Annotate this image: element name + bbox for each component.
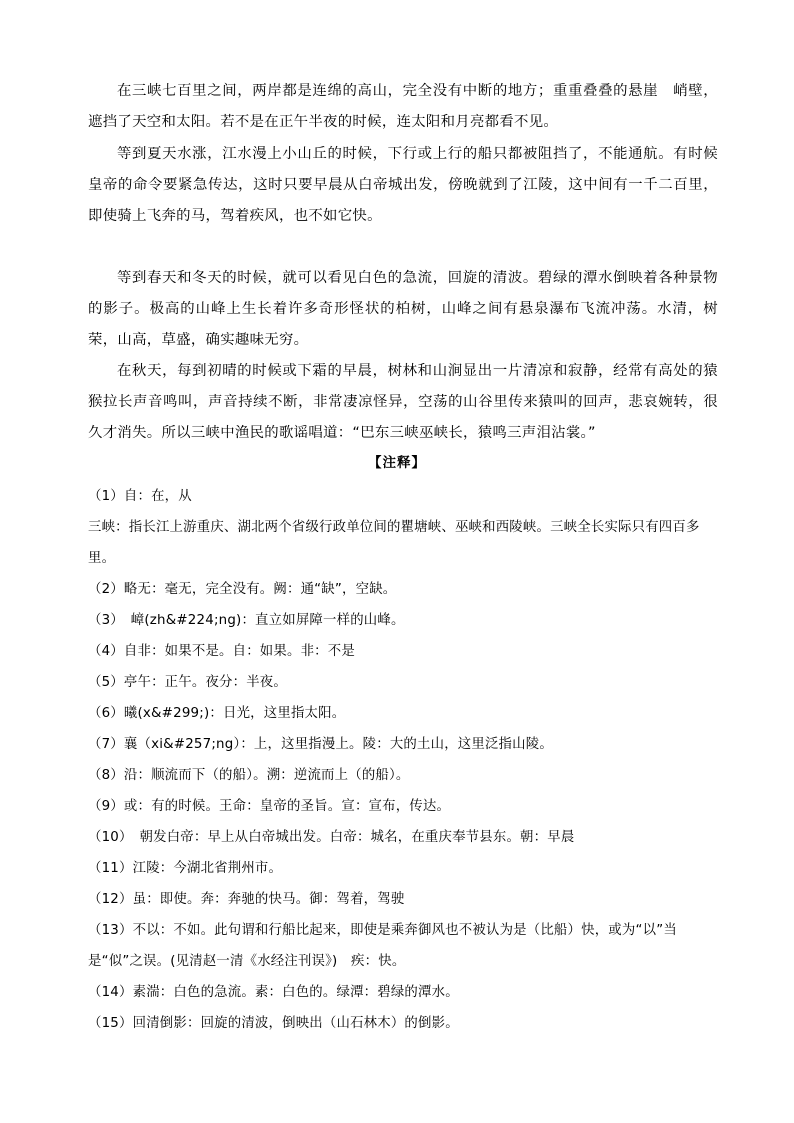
note-item-9: （9）或：有的时候。王命：皇帝的圣旨。宣：宣布，传达。 bbox=[88, 799, 451, 814]
note-item-6: （6）曦(x&#299;)：日光，这里指太阳。 bbox=[88, 706, 346, 721]
note-item-15: （15）回清倒影：回旋的清波，倒映出（山石林木）的倒影。 bbox=[88, 1016, 459, 1031]
passage-paragraph-2: 等到夏天水涨，江水漫上小山丘的时候，下行或上行的船只都被阻挡了，不能通航。有时候皇帝的命令要紧急传达，这时只要早晨从白帝城出发，傍晚就到了江陵，这中间有一千二百里，即使骑上飞奔的马，驾着疾风，也不如它快。 bbox=[88, 146, 718, 224]
passage-paragraph-3: 等到春天和冬天的时候，就可以看见白色的急流，回旋的清波。碧绿的潭水倒映着各种景物的影子。极高的山峰上生长着许多奇形怪状的柏树，山峰之间有悬泉瀑布飞流冲荡。水清，树荣，山高，草盛，确实趣味无穷。 bbox=[88, 270, 718, 348]
passage-paragraph-1: 在三峡七百里之间，两岸都是连绵的高山，完全没有中断的地方；重重叠叠的悬崖 峭壁，遮挡了天空和太阳。若不是在正午半夜的时候，连太阳和月亮都看不见。 bbox=[88, 83, 718, 130]
note-item-7: （7）襄（xi&#257;ng）：上，这里指漫上。陵：大的土山，这里泛指山陵。 bbox=[88, 737, 553, 752]
note-item-12: （12）虽：即使。奔：奔驰的快马。御：驾着，驾驶 bbox=[88, 892, 405, 907]
note-item-sanxia: 三峡：指长江上游重庆、湖北两个省级行政单位间的瞿塘峡、巫峡和西陵峡。三峡全长实际只有四百多里。 bbox=[88, 520, 700, 566]
note-item-1: （1）自：在，从 bbox=[88, 489, 192, 504]
note-item-4: （4）自非：如果不是。自：如果。非：不是 bbox=[88, 644, 355, 659]
notes-heading: 【注释】 bbox=[368, 455, 426, 471]
notes-list bbox=[88, 481, 718, 1039]
note-item-2: （2）略无：毫无，完全没有。阙：通“缺”，空缺。 bbox=[88, 582, 397, 597]
note-item-10: （10） 朝发白帝：早上从白帝城出发。白帝：城名，在重庆奉节县东。朝：早晨 bbox=[88, 830, 575, 845]
note-item-8: （8）沿：顺流而下（的船）。溯：逆流而上（的船）。 bbox=[88, 768, 410, 783]
note-item-5: （5）亭午：正午。夜分：半夜。 bbox=[88, 675, 287, 690]
note-item-14: （14）素湍：白色的急流。素：白色的。绿潭：碧绿的潭水。 bbox=[88, 985, 459, 1000]
note-item-11: （11）江陵：今湖北省荆州市。 bbox=[88, 861, 283, 876]
note-item-3: （3） 嶂(zh&#224;ng)：直立如屏障一样的山峰。 bbox=[88, 613, 405, 628]
passage-paragraph-4: 在秋天，每到初晴的时候或下霜的早晨，树林和山涧显出一片清凉和寂静，经常有高处的猿猴拉长声音鸣叫，声音持续不断，非常凄凉怪异，空荡的山谷里传来猿叫的回声，悲哀婉转，很久才消失。所以三峡中渔民的歌谣唱道：“巴东三峡巫峡长，猿鸣三声泪沾裳。” bbox=[88, 363, 718, 441]
note-item-13: （13）不以：不如。此句谓和行船比起来，即使是乘奔御风也不被认为是（比船）快，或为“以”当是“似”之误。(见清赵一清《水经注刊误》) 疾：快。 bbox=[88, 923, 677, 969]
